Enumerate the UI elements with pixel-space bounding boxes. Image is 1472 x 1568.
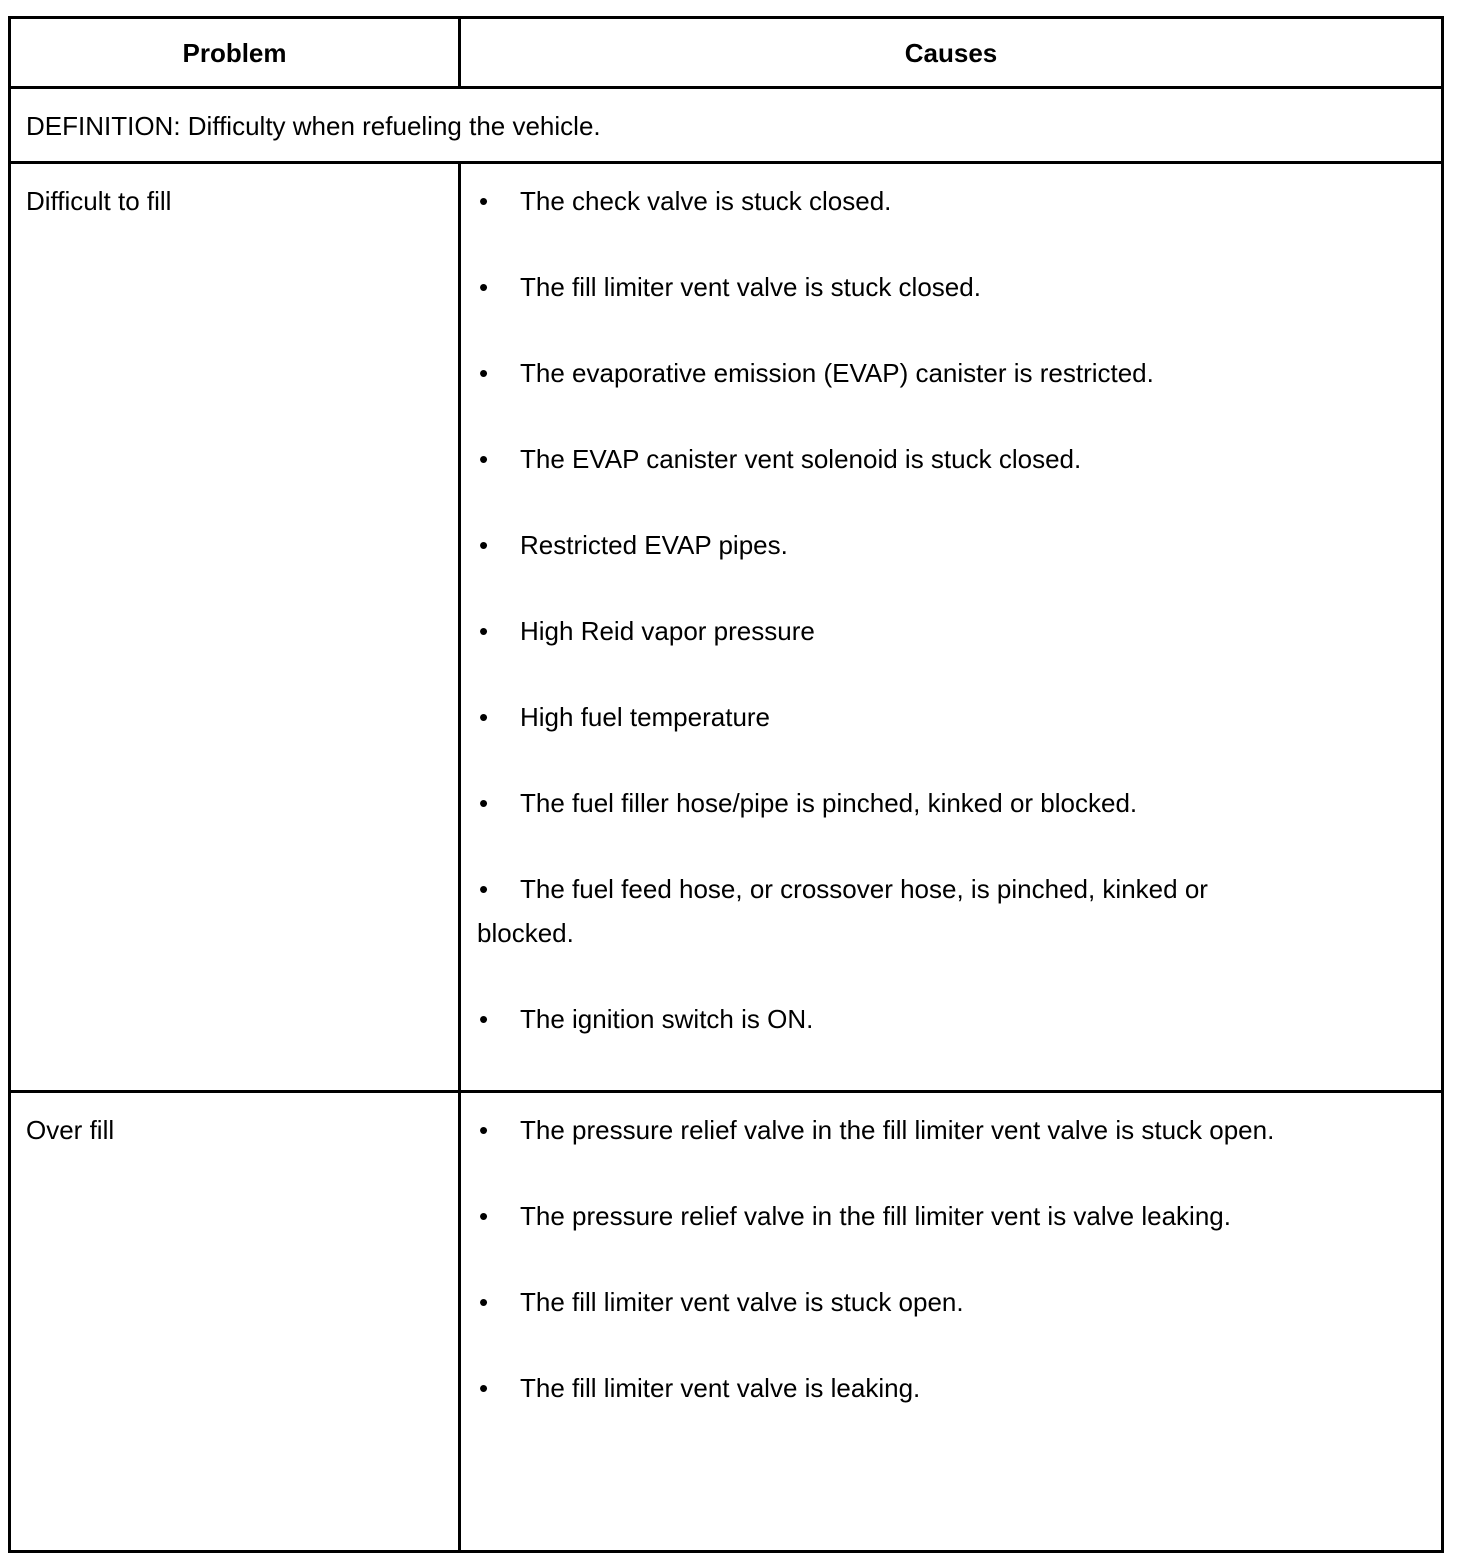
causes-list-over-fill [477,1108,1411,1452]
list-item: • The fill limiter vent valve is stuck open. [477,1280,1411,1324]
definition-text: DEFINITION: Difficulty when refueling the vehicle. [26,111,601,141]
bullet-icon: • [479,1115,489,1145]
bullet-icon: • [479,1373,489,1403]
list-item: • The fill limiter vent valve is leaking. [477,1366,1411,1410]
problem-difficult-to-fill: Difficult to fill [26,186,172,216]
list-item: • Restricted EVAP pipes. [477,523,1411,567]
problem-over-fill: Over fill [26,1115,115,1145]
list-item: • High Reid vapor pressure [477,609,1411,653]
causes-column-header: Causes [904,37,998,68]
bullet-icon: • [479,358,489,388]
bullet-icon: • [479,530,489,560]
bullet-icon: • [479,444,489,474]
bullet-icon: • [479,788,489,818]
bullet-icon: • [479,1004,489,1034]
definition-bottom-rule [11,161,1441,164]
bullet-icon: • [479,616,489,646]
bullet-icon: • [479,272,489,302]
list-item: • The check valve is stuck closed. [477,179,1411,223]
list-item: • The EVAP canister vent solenoid is stuck closed. [477,437,1411,481]
list-item: • The evaporative emission (EVAP) canister is restricted. [477,351,1411,395]
list-item: • The fuel feed hose, or crossover hose, is pinched, kinked or blocked. [477,867,1257,955]
bullet-icon: • [479,186,489,216]
list-item: • The ignition switch is ON. [477,997,1411,1041]
list-item: • The pressure relief valve in the fill limiter vent is valve leaking. [477,1194,1411,1238]
list-item: • The fuel filler hose/pipe is pinched, kinked or blocked. [477,781,1411,825]
list-item: • The fill limiter vent valve is stuck closed. [477,265,1411,309]
column-divider [458,162,461,1550]
bullet-icon: • [479,874,489,904]
list-item: • High fuel temperature [477,695,1411,739]
bullet-icon: • [479,1287,489,1317]
row-divider [11,1090,1441,1093]
bullet-icon: • [479,1201,489,1231]
causes-list-difficult-to-fill [477,179,1411,1083]
list-item: • The pressure relief valve in the fill limiter vent valve is stuck open. [477,1108,1411,1152]
problem-column-header: Problem [182,37,287,68]
bullet-icon: • [479,702,489,732]
diagnostic-table [8,16,1444,1553]
